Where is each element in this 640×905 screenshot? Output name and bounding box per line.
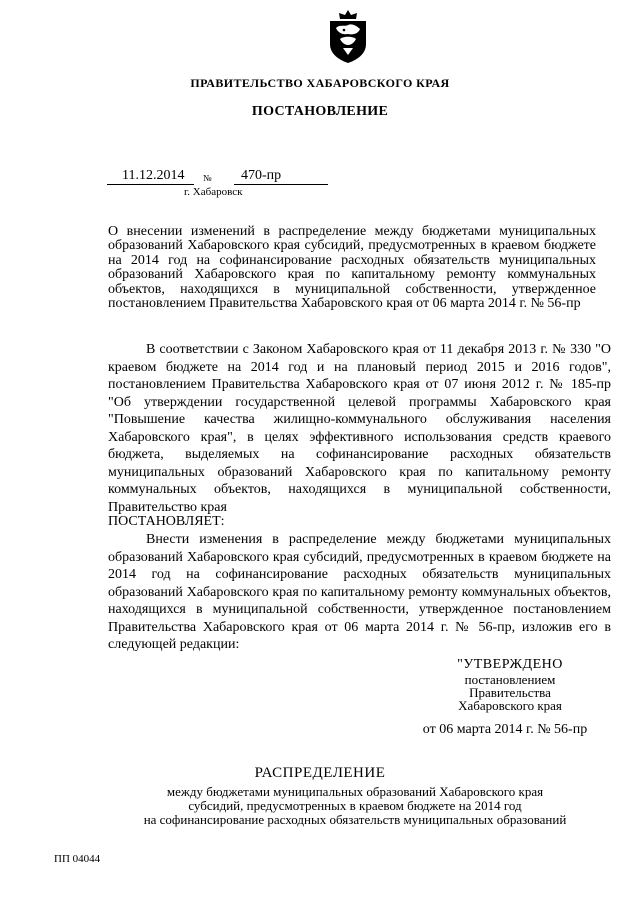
date-underline (107, 184, 194, 185)
number-sign: № (203, 173, 212, 183)
resolves-heading: ПОСТАНОВЛЯЕТ: (108, 514, 225, 529)
city: г. Хабаровск (184, 186, 243, 198)
document-subject: О внесении изменений в распределение между бюджетами муниципальных образований Хабаровского края субсидий, предусмотренных в краевом бюджете на 2014 год на софинансирование расходных обязательств муниципальных образований Хабаровского края по капитальному ремонту коммунальных объектов, находящихся в муниципальной собственности, утвержденное постановлением Правительства Хабаровского края от 06 марта 2014 г. № 56-пр (108, 224, 596, 312)
number-underline (234, 184, 328, 185)
approval-line: Правительства (469, 685, 551, 700)
preamble-paragraph: В соответствии с Законом Хабаровского края от 11 декабря 2013 г. № 330 "О краевом бюджете на 2014 год и на плановый период 2015 и 2016 годов", постановлением Правительства Хабаровского края от 07 июня 2012 г. № 185-пр "Об утверждении государственной целевой программы Хабаровского края "Повышение качества жилищно-коммунального обслуживания населения Хабаровского края", в целях эффективного использования средств краевого бюджета, выделяемых на софинансирование расходных обязательств муниципальных образований Хабаровского края по капитальному ремонту коммунальных объектов, находящихся в муниципальной собственности, Правительство края (108, 342, 611, 515)
approval-title: "УТВЕРЖДЕНО (457, 657, 563, 672)
distribution-title: РАСПРЕДЕЛЕНИЕ (254, 765, 386, 781)
distribution-subtitle-line: субсидий, предусмотренных в краевом бюджете на 2014 год (188, 798, 522, 813)
distribution-subtitle (100, 785, 610, 827)
decision-paragraph: Внести изменения в распределение между бюджетами муниципальных образований Хабаровского края субсидий, предусмотренных в краевом бюджете на 2014 год на софинансирование расходных обязательств муниципальных образований Хабаровского края по капитальному ремонту коммунальных объектов, находящихся в муниципальной собственности, утвержденное постановлением Правительства Хабаровского края от 06 марта 2014 г. № 56-пр, изложив его в следующей редакции: (108, 532, 611, 652)
coat-of-arms-icon (327, 8, 369, 64)
document-number: 470-пр (241, 168, 282, 183)
government-name: ПРАВИТЕЛЬСТВО ХАБАРОВСКОГО КРАЯ (190, 76, 450, 90)
distribution-subtitle-line: на софинансирование расходных обязательств муниципальных образований (143, 812, 567, 827)
approval-line: постановлением (464, 672, 556, 687)
approval-line: Хабаровского края (458, 698, 562, 713)
approval-date: от 06 марта 2014 г. № 56-пр (422, 722, 588, 737)
document-date: 11.12.2014 (122, 168, 185, 183)
approval-block (420, 656, 600, 712)
document-type: ПОСТАНОВЛЕНИЕ (251, 104, 389, 119)
distribution-subtitle-line: между бюджетами муниципальных образований Хабаровского края (166, 784, 544, 799)
document-code: ПП 04044 (54, 853, 101, 865)
